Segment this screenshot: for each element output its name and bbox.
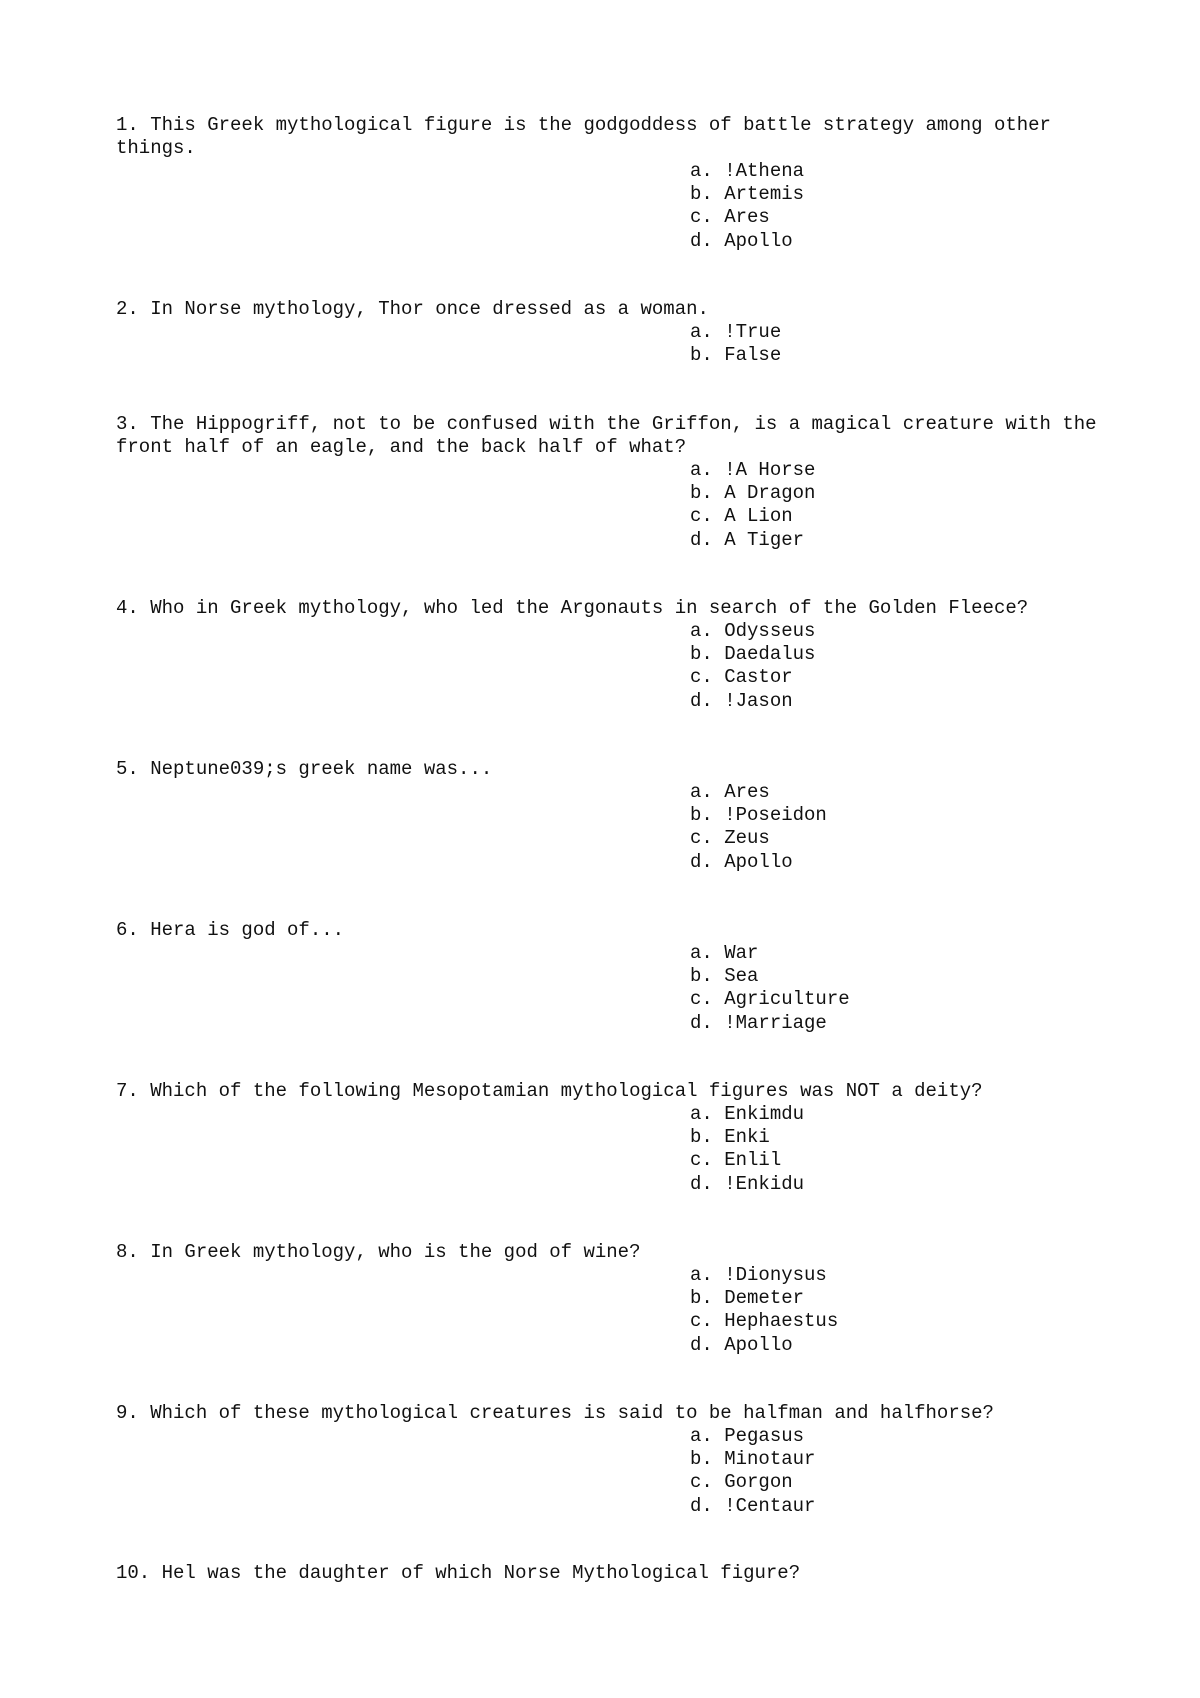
- question-3: [116, 413, 1116, 552]
- question-text: 10. Hel was the daughter of which Norse Mythological figure?: [116, 1562, 801, 1584]
- question-text: 8. In Greek mythology, who is the god of wine?: [116, 1241, 641, 1263]
- answer-option: a. !Dionysus: [690, 1264, 827, 1286]
- answer-option: a. !True: [690, 321, 782, 343]
- answer-option: b. !Poseidon: [690, 804, 827, 827]
- answer-option: b. Sea: [690, 965, 759, 988]
- answer-option: a. Ares: [690, 781, 770, 803]
- question-5: [116, 758, 1116, 874]
- answer-option: c. Ares: [690, 206, 770, 229]
- answer-options: [690, 620, 1116, 713]
- question-text: 9. Which of these mythological creatures is said to be halfman and halfhorse?: [116, 1402, 994, 1424]
- question-9: [116, 1402, 1116, 1518]
- question-text: 4. Who in Greek mythology, who led the Argonauts in search of the Golden Fleece?: [116, 597, 1029, 619]
- answer-options: [690, 781, 1116, 874]
- answer-option: b. Minotaur: [690, 1448, 816, 1471]
- answer-option: c. Enlil: [690, 1149, 782, 1172]
- answer-option: d. Apollo: [690, 229, 793, 252]
- question-text: 5. Neptune039;s greek name was...: [116, 758, 493, 780]
- answer-option: b. Enki: [690, 1126, 770, 1149]
- question-2: [116, 298, 1116, 367]
- answer-option: d. A Tiger: [690, 528, 805, 551]
- answer-options: [690, 942, 1116, 1035]
- answer-option: d. Apollo: [690, 850, 793, 873]
- question-1: [116, 114, 1116, 253]
- answer-option: d. !Enkidu: [690, 1172, 805, 1195]
- answer-options: [690, 1264, 1116, 1357]
- answer-options: [690, 1103, 1116, 1196]
- answer-option: d. !Jason: [690, 689, 793, 712]
- question-8: [116, 1241, 1116, 1357]
- question-7: [116, 1080, 1116, 1196]
- answer-option: b. Daedalus: [690, 643, 816, 666]
- answer-options: [690, 459, 1116, 552]
- answer-options: [690, 1425, 1116, 1518]
- answer-option: a. !A Horse: [690, 459, 816, 481]
- answer-option: a. Pegasus: [690, 1425, 805, 1447]
- answer-option: a. !Athena: [690, 160, 805, 182]
- answer-option: b. False: [690, 344, 782, 367]
- answer-option: b. Demeter: [690, 1287, 805, 1310]
- question-10: [116, 1562, 1116, 1585]
- answer-option: c. Hephaestus: [690, 1310, 839, 1333]
- answer-option: a. Enkimdu: [690, 1103, 805, 1125]
- question-4: [116, 597, 1116, 713]
- answer-option: d. !Centaur: [690, 1494, 816, 1517]
- answer-option: c. Castor: [690, 666, 793, 689]
- answer-option: a. War: [690, 942, 759, 964]
- question-text: 7. Which of the following Mesopotamian mythological figures was NOT a deity?: [116, 1080, 983, 1102]
- question-text: 1. This Greek mythological figure is the godgoddess of battle strategy among other things.: [116, 114, 1063, 159]
- answer-options: [690, 160, 1116, 253]
- answer-option: a. Odysseus: [690, 620, 816, 642]
- answer-option: c. Gorgon: [690, 1471, 793, 1494]
- answer-option: d. Apollo: [690, 1333, 793, 1356]
- answer-option: b. A Dragon: [690, 482, 816, 505]
- question-text: 6. Hera is god of...: [116, 919, 345, 941]
- answer-options: [690, 321, 1116, 367]
- question-text: 3. The Hippogriff, not to be confused with the Griffon, is a magical creature with the front half of an eagle, and the back half of what?: [116, 413, 1108, 458]
- answer-option: c. Zeus: [690, 827, 770, 850]
- answer-option: c. Agriculture: [690, 988, 850, 1011]
- question-text: 2. In Norse mythology, Thor once dressed as a woman.: [116, 298, 709, 320]
- question-6: [116, 919, 1116, 1035]
- answer-option: b. Artemis: [690, 183, 805, 206]
- answer-option: d. !Marriage: [690, 1011, 827, 1034]
- answer-option: c. A Lion: [690, 505, 793, 528]
